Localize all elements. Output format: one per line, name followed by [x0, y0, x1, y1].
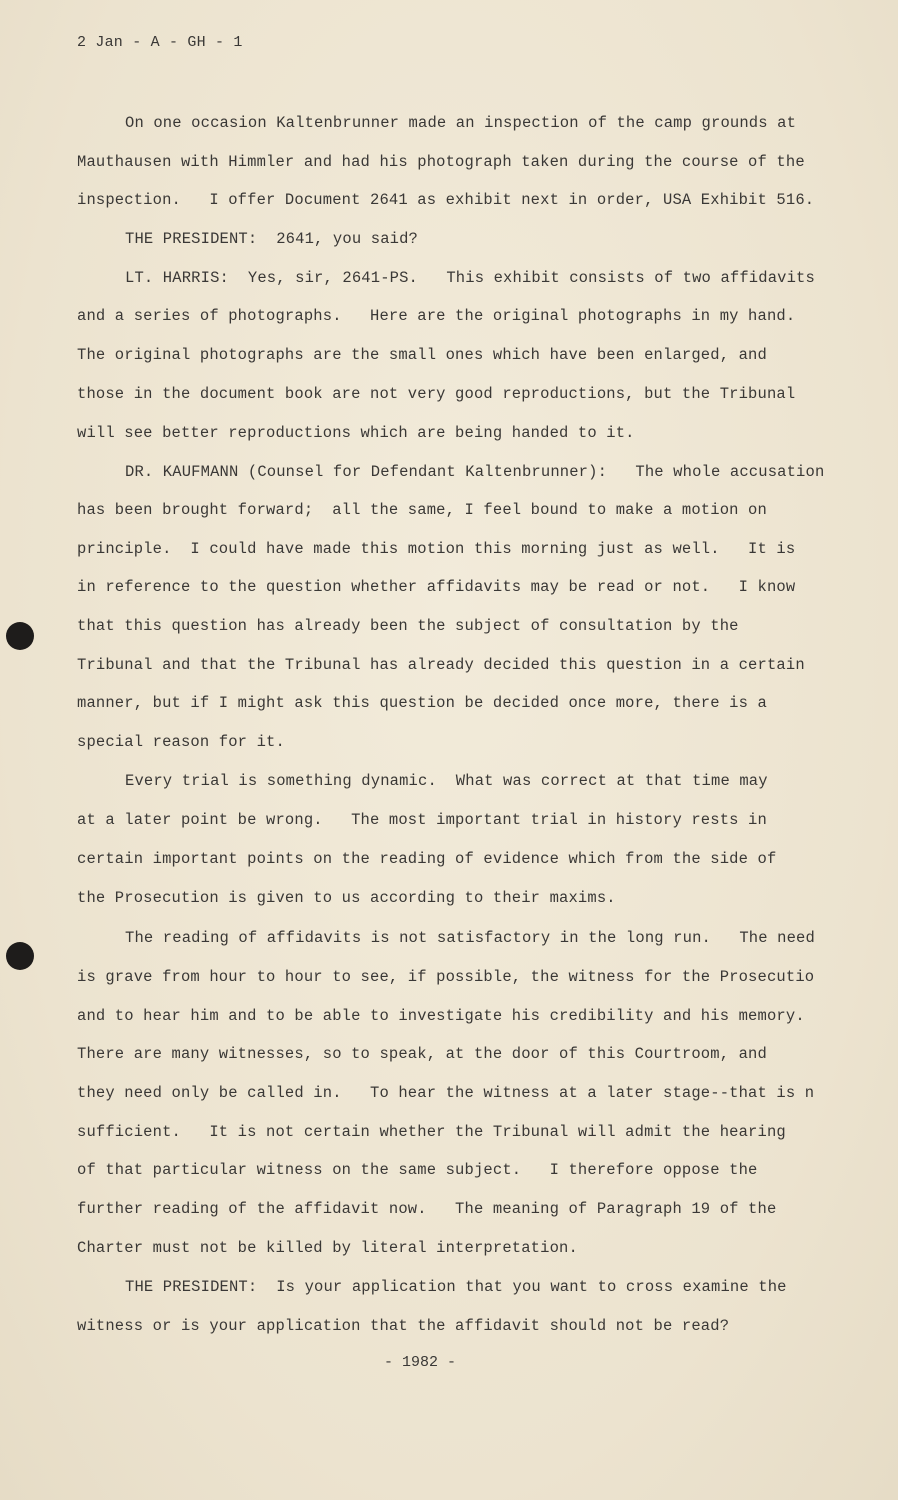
text-line: they need only be called in. To hear the witness at a later stage--that is n [77, 1084, 815, 1102]
text-line: certain important points on the reading of evidence which from the side of [77, 850, 777, 868]
text-line: witness or is your application that the affidavit should not be read? [77, 1317, 730, 1335]
text-line: sufficient. It is not certain whether the Tribunal will admit the hearing [77, 1123, 786, 1141]
text-line: manner, but if I might ask this question be decided once more, there is a [77, 694, 767, 712]
document-reference: 2 Jan - A - GH - 1 [77, 34, 243, 51]
text-line: DR. KAUFMANN (Counsel for Defendant Kaltenbrunner): The whole accusation [125, 463, 825, 481]
text-line: and a series of photographs. Here are the original photographs in my hand. [77, 307, 796, 325]
text-line: special reason for it. [77, 733, 285, 751]
text-line: at a later point be wrong. The most important trial in history rests in [77, 811, 767, 829]
text-line: has been brought forward; all the same, I feel bound to make a motion on [77, 501, 767, 519]
text-line: those in the document book are not very good reproductions, but the Tribunal [77, 385, 796, 403]
text-line: The original photographs are the small ones which have been enlarged, and [77, 346, 767, 364]
punch-hole-top [6, 622, 34, 650]
text-line: There are many witnesses, so to speak, at the door of this Courtroom, and [77, 1045, 767, 1063]
text-line: principle. I could have made this motion this morning just as well. It is [77, 540, 796, 558]
text-line: will see better reproductions which are being handed to it. [77, 424, 635, 442]
text-line: in reference to the question whether affidavits may be read or not. I know [77, 578, 796, 596]
text-line: that this question has already been the subject of consultation by the [77, 617, 739, 635]
punch-hole-bottom [6, 942, 34, 970]
text-line: The reading of affidavits is not satisfactory in the long run. The need [125, 929, 815, 947]
text-line: Every trial is something dynamic. What was correct at that time may [125, 772, 768, 790]
text-line: Mauthausen with Himmler and had his photograph taken during the course of the [77, 153, 805, 171]
text-line: of that particular witness on the same subject. I therefore oppose the [77, 1161, 758, 1179]
text-line: THE PRESIDENT: 2641, you said? [125, 230, 418, 248]
text-line: further reading of the affidavit now. The meaning of Paragraph 19 of the [77, 1200, 777, 1218]
text-line: THE PRESIDENT: Is your application that you want to cross examine the [125, 1278, 787, 1296]
text-line: and to hear him and to be able to investigate his credibility and his memory. [77, 1007, 805, 1025]
text-line: LT. HARRIS: Yes, sir, 2641-PS. This exhibit consists of two affidavits [125, 269, 815, 287]
text-line: On one occasion Kaltenbrunner made an inspection of the camp grounds at [125, 114, 797, 132]
text-line: the Prosecution is given to us according to their maxims. [77, 889, 616, 907]
text-line: Charter must not be killed by literal interpretation. [77, 1239, 578, 1257]
text-line: Tribunal and that the Tribunal has already decided this question in a certain [77, 656, 805, 674]
page-number: - 1982 - [384, 1354, 457, 1371]
text-line: is grave from hour to hour to see, if possible, the witness for the Prosecutio [77, 968, 815, 986]
text-line: inspection. I offer Document 2641 as exhibit next in order, USA Exhibit 516. [77, 191, 815, 209]
